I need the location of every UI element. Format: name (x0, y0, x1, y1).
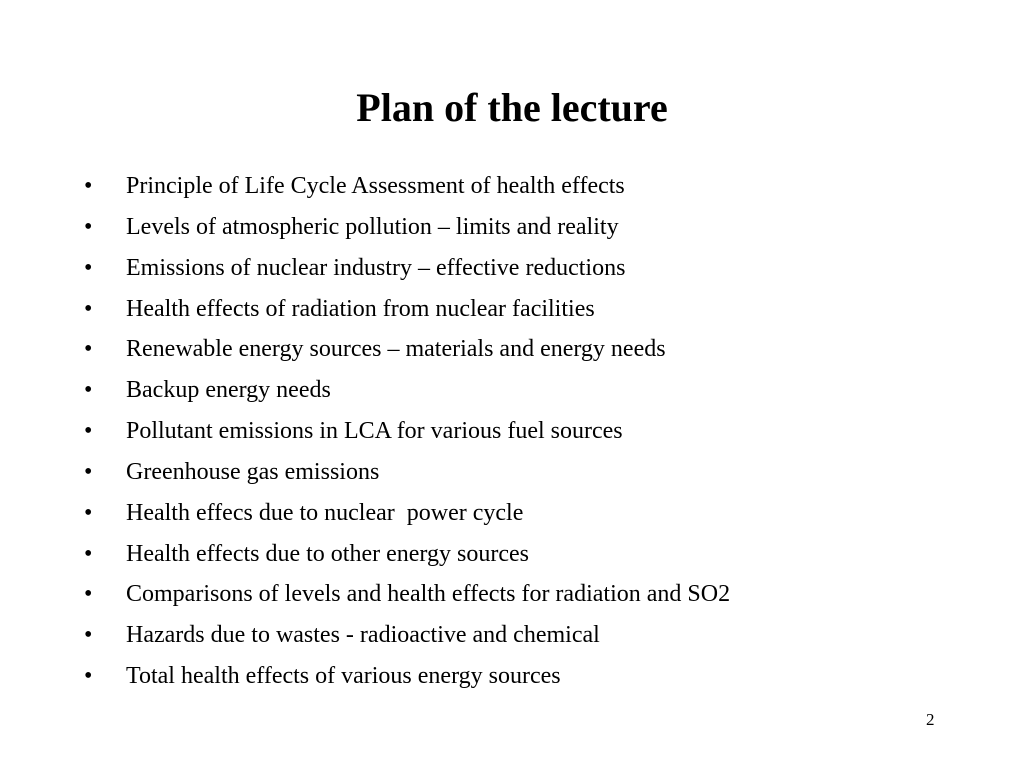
list-item-text: Levels of atmospheric pollution – limits and reality (126, 213, 619, 240)
bullet-icon: • (84, 377, 93, 404)
bullet-icon: • (84, 499, 93, 526)
list-item-text: Principle of Life Cycle Assessment of health effects (126, 173, 625, 199)
list-item-text: Pollutant emissions in LCA for various fuel sources (126, 418, 623, 445)
bullet-icon: • (84, 173, 93, 199)
bullet-icon: • (84, 336, 93, 363)
bullet-icon: • (84, 295, 93, 322)
list-item-text: Health effecs due to nuclear power cycle (126, 499, 524, 526)
list-item-text: Health effects due to other energy sources (126, 540, 529, 567)
bullet-icon: • (84, 540, 93, 567)
list-item-text: Comparisons of levels and health effects for radiation and SO2 (126, 581, 731, 608)
list-item-text: Health effects of radiation from nuclear facilities (126, 295, 595, 322)
bullet-icon: • (84, 458, 93, 485)
list-item-text: Renewable energy sources – materials and energy needs (126, 336, 666, 363)
list-item-text: Emissions of nuclear industry – effective reductions (126, 254, 626, 281)
bullet-icon: • (84, 622, 93, 649)
page-number: 2 (926, 710, 935, 729)
list-item-text: Backup energy needs (126, 377, 331, 404)
list-item-text: Greenhouse gas emissions (126, 458, 380, 485)
bullet-icon: • (84, 213, 93, 240)
bullet-icon: • (84, 254, 93, 281)
bullet-icon: • (84, 663, 93, 690)
list-item-text: Hazards due to wastes - radioactive and chemical (126, 622, 600, 649)
list-item-text: Total health effects of various energy sources (126, 663, 561, 690)
slide-title: Plan of the lecture (356, 85, 668, 130)
bullet-icon: • (84, 418, 93, 445)
bullet-icon: • (84, 581, 93, 608)
